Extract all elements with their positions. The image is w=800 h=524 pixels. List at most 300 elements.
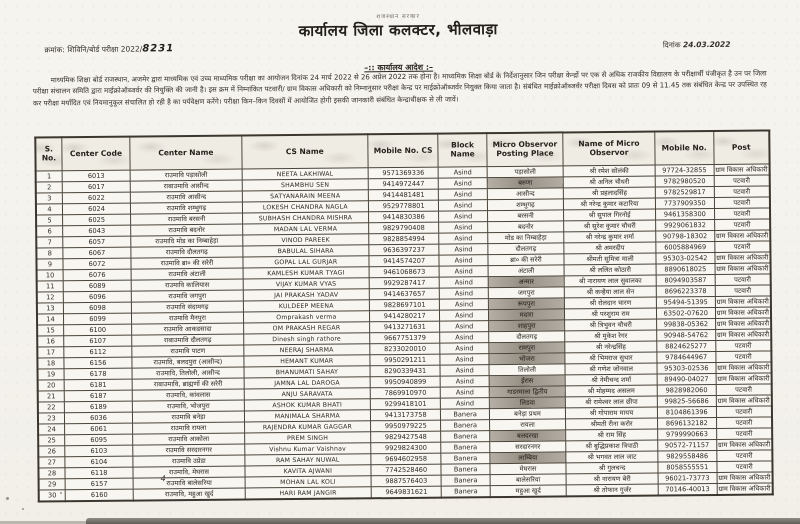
table-body	[36, 164, 773, 502]
block-cell: Asind	[440, 288, 489, 299]
center-cell: राउमावि, मेघरास	[133, 466, 245, 478]
center-cell: राउमावि ब्रा० की सरेरी	[131, 257, 243, 269]
block-cell: Asind	[441, 398, 490, 409]
place-cell: रूपपुरा	[488, 298, 564, 310]
mobile_cs-cell: 9649831621	[371, 486, 442, 498]
sno-cell: 15	[37, 325, 64, 336]
place-cell: पड़ासोली	[487, 166, 563, 178]
sno-cell: 17	[37, 347, 64, 358]
sno-cell: 26	[38, 446, 65, 457]
code-cell: 6181	[64, 379, 132, 391]
sno-cell: 27	[38, 457, 65, 468]
sno-cell: 7	[36, 237, 63, 248]
letterhead-small-text: राजस्थान सरकार	[376, 13, 420, 21]
observer-cell: श्रीमती सुमित्रा माली	[564, 253, 656, 265]
date-label: दिनांक	[662, 40, 681, 50]
scanner-bed-edge	[86, 518, 800, 524]
center-cell: राउमावि बरसनी	[131, 213, 243, 225]
post-cell: ग्राम विकास अधिकारी	[717, 472, 773, 484]
block-cell: Asind	[439, 255, 488, 266]
sno-cell: 1	[36, 171, 63, 182]
code-cell: 6160	[65, 489, 133, 501]
mobile-cell: 8094903587	[656, 274, 715, 286]
column-header: Center Code	[62, 137, 131, 171]
mobile-cell: 8824625277	[657, 340, 716, 352]
center-cell: राबाउमावि, ब्राह्मणों की सरेरी	[132, 378, 244, 390]
center-cell: राउमावि बदनोर	[131, 224, 243, 236]
sno-cell: 9	[36, 259, 63, 270]
mobile-cell: 63502-07620	[656, 307, 715, 319]
mobile_cs-cell: 9299418101	[370, 398, 441, 410]
cs-cell: NEERAJ SHARMA	[244, 344, 370, 356]
post-cell: ग्राम विकास अधिकारी	[716, 439, 772, 451]
block-cell: Asind	[440, 299, 489, 310]
mobile-cell: 8058555551	[658, 461, 717, 473]
block-cell: Banera	[442, 486, 491, 498]
post-cell: ग्राम विकास अधिकारी	[715, 307, 771, 319]
mobile_cs-cell: 9414574207	[369, 255, 440, 267]
code-cell: 6076	[63, 269, 131, 281]
column-header: S. No.	[35, 137, 62, 171]
observer-cell: श्री ललित कोठारी	[564, 264, 656, 276]
block-cell: Banera	[441, 409, 490, 420]
block-cell: Asind	[439, 178, 488, 189]
mobile-cell: 9828982060	[657, 384, 716, 396]
code-cell: 6043	[63, 225, 131, 237]
center-cell: राउमावि, बलदपुरा (आसीन्द)	[132, 356, 244, 368]
observer-cell: श्री नरेन्द्रसिंह	[565, 341, 657, 353]
mobile-cell: 8890618025	[656, 263, 715, 275]
post-cell: पटवारी	[714, 219, 770, 231]
place-cell: दौलतगढ़	[488, 243, 564, 255]
mobile-cell: 9929061832	[656, 219, 715, 231]
place-cell: दौलतगढ़	[489, 331, 565, 343]
column-header: Micro Observor Posting Place	[487, 132, 564, 166]
mobile-cell: 8104861396	[657, 406, 716, 418]
observer-cell: श्री मुकेश रेगर	[565, 330, 657, 342]
post-cell: पटवारी	[714, 208, 770, 220]
place-cell: रामपुरा	[489, 342, 565, 354]
sno-cell: 29	[39, 479, 66, 490]
code-cell: 6057	[63, 236, 131, 248]
mobile-cell: 9829558486	[658, 450, 717, 462]
sno-cell: 24	[38, 424, 65, 435]
block-cell: Asind	[441, 387, 490, 398]
column-header: Name of Micro Observor	[563, 132, 655, 166]
observer-cell: श्री गणेश जोनवाल	[565, 363, 657, 375]
post-cell: पटवारी	[714, 175, 770, 187]
column-header: Post	[713, 130, 769, 164]
post-cell: ग्राम विकास अधिकारी	[714, 164, 770, 176]
mobile_cs-cell: 7742528460	[371, 464, 442, 476]
post-cell: ग्राम विकास अधिकारी	[716, 395, 772, 407]
mobile-cell: 9784644967	[657, 351, 716, 363]
cs-cell: Omprakash verma	[243, 311, 369, 323]
column-header: Block Name	[438, 133, 487, 167]
center-cell: राउमावि दौलतगढ़	[131, 246, 243, 258]
post-cell: पटवारी	[716, 428, 772, 440]
mobile-cell: 70146-40013	[658, 483, 717, 495]
observer-cell: श्री रामेश्वर लाल छीपा	[565, 396, 657, 408]
cs-cell: JAMNA LAL DAROGA	[244, 377, 370, 389]
block-cell: Banera	[441, 453, 490, 464]
center-cell: राउमावि संदामगढ़	[132, 301, 244, 313]
order-heading: –:: कार्यालय आदेश :–	[364, 62, 434, 73]
cs-cell: ANJU SARAVATA	[244, 388, 370, 400]
center-cell: राउमावि मैनपुरा	[132, 312, 244, 324]
block-cell: Asind	[439, 200, 488, 211]
code-cell: 6104	[65, 456, 133, 468]
place-cell: बरुणा	[487, 177, 563, 189]
mobile-cell: 9782980520	[655, 175, 714, 187]
code-cell: 6022	[62, 192, 130, 204]
observer-cell: श्री भगवत लाल जाट	[566, 451, 658, 463]
code-cell: 6112	[64, 346, 132, 358]
observer-cell: श्री नरेन्द्र कुमार कटारिया	[564, 198, 656, 210]
post-cell: ग्राम विकास अधिकारी	[715, 296, 771, 308]
place-cell: अन्मार	[488, 276, 564, 288]
sno-cell: 5	[36, 215, 63, 226]
code-cell: 6178	[64, 368, 132, 380]
mobile-cell: 6005884969	[656, 241, 715, 253]
code-cell: 6187	[64, 390, 132, 402]
place-cell: तिलोली	[489, 364, 565, 376]
date-value: 24.03.2022	[682, 39, 731, 50]
sno-cell: 28	[38, 468, 65, 479]
code-cell: 6024	[62, 203, 130, 215]
mobile_cs-cell: 9414830386	[368, 211, 439, 223]
observer-cell: श्री सुपाल गिरनोई	[564, 209, 656, 221]
cs-cell: HARI RAM JANGIR	[245, 487, 371, 500]
mobile_cs-cell: 9414481481	[368, 189, 439, 201]
observer-cell: श्री राम सिंह	[566, 429, 658, 441]
post-cell: पटवारी	[714, 241, 770, 253]
place-cell: जगपुरा	[488, 287, 564, 299]
block-cell: Asind	[440, 365, 489, 376]
post-cell: ग्राम विकास अधिकारी	[715, 263, 771, 275]
column-header: Mobile No. CS	[368, 134, 439, 168]
mobile_cs-cell: 9929824300	[371, 442, 442, 454]
code-cell: 6017	[62, 181, 130, 193]
post-cell: ग्राम विकास अधिकारी	[714, 230, 770, 242]
cs-cell: KAVITA AJWANI	[245, 465, 371, 477]
column-header: CS Name	[242, 134, 369, 169]
block-cell: Asind	[439, 189, 488, 200]
block-cell: Asind	[440, 310, 489, 321]
code-cell: 6096	[63, 291, 131, 303]
block-cell: Asind	[440, 354, 489, 365]
post-cell: पटवारी	[716, 450, 772, 462]
observer-cell: श्री अनिल चौधरी	[563, 176, 655, 188]
observer-cell: श्री प्रहलादसिंह	[563, 187, 655, 199]
place-cell: गाडरमाला द्वितीय	[489, 386, 565, 398]
place-cell: शाहपुरा	[488, 320, 564, 332]
cs-cell: MANIMALA SHARMA	[244, 410, 370, 422]
observer-cell: श्री मोहम्मद असलम	[565, 385, 657, 397]
post-cell: ग्राम विकास अधिकारी	[715, 329, 771, 341]
observer-cell: श्री भिमराज सुथार	[565, 352, 657, 364]
place-cell: बलदरखा	[489, 430, 565, 442]
post-cell: ग्राम विकास अधिकारी	[715, 318, 771, 330]
cs-cell: RAJENDRA KUMAR GAGGAR	[244, 421, 370, 433]
center-cell: राउमावि उप्रेडा	[133, 455, 245, 467]
post-cell: पटवारी	[717, 461, 773, 473]
mobile-cell: 8696132182	[657, 417, 716, 429]
mobile_cs-cell: 9694602958	[371, 453, 442, 465]
post-cell: पटवारी	[716, 351, 772, 363]
mobile_cs-cell: 9461068673	[369, 266, 440, 278]
mobile-cell: 9461358300	[655, 208, 714, 220]
code-cell: 6099	[63, 313, 131, 325]
observer-cell: श्री सुरेश कुमार चौधरी	[564, 220, 656, 232]
place-cell: बालेसरिया	[490, 474, 566, 486]
mobile_cs-cell: 9887576403	[371, 475, 442, 487]
sno-cell: 23	[38, 413, 65, 424]
mobile_cs-cell: 9929287417	[369, 277, 440, 289]
post-cell: पटवारी	[715, 340, 771, 352]
observer-cell: श्री परशुराम राम	[565, 308, 657, 320]
block-cell: Asind	[441, 376, 490, 387]
scan-speck	[6, 497, 9, 500]
post-cell: पटवारी	[714, 197, 770, 209]
observer-cell: श्री रमेश सोलंकी	[563, 165, 655, 177]
sno-cell: 18	[37, 358, 64, 369]
mobile_cs-cell: 7869910970	[370, 387, 441, 399]
mobile-cell: 90572-71157	[658, 439, 717, 451]
place-cell: मेघरास	[490, 463, 566, 475]
code-cell: 6103	[65, 445, 133, 457]
cs-cell: GOPAL LAL GURJAR	[243, 256, 369, 268]
reference-prefix: क्रमांक: शिविनि/बोर्ड परीक्षा 2022/	[44, 44, 143, 55]
center-cell: राउमावि, कांवलास	[132, 389, 244, 401]
sno-cell: 4	[36, 204, 63, 215]
mobile_cs-cell: 9829790408	[369, 222, 440, 234]
code-cell: 6072	[63, 258, 131, 270]
mobile-cell: 8696223378	[656, 285, 715, 297]
center-cell: राउमावि रायला	[133, 422, 245, 434]
sno-cell: 8	[36, 248, 63, 259]
sno-cell: 10	[37, 270, 64, 281]
place-cell: बरसनी	[487, 210, 563, 222]
code-cell: 6089	[63, 280, 131, 292]
center-cell: राउमावि सरदारनगर	[133, 444, 245, 456]
cs-cell: LOKESH CHANDRA NAGLA	[242, 201, 368, 213]
center-cell: राउमावि शम्भुगढ़	[131, 202, 243, 214]
sno-cell: 14	[37, 314, 64, 325]
cs-cell: SATYANARAIN MEENA	[242, 190, 368, 202]
code-cell: 6189	[64, 401, 132, 413]
mobile_cs-cell: 9636397237	[369, 244, 440, 256]
mobile_cs-cell: 9950979225	[370, 420, 441, 432]
place-cell: ब्रा० की सरेरी	[488, 254, 564, 266]
document-date	[663, 40, 731, 51]
cs-cell: KULDEEP MEENA	[243, 300, 369, 312]
code-cell: 6156	[64, 357, 132, 369]
code-cell: 6118	[65, 467, 133, 479]
center-cell: राबाउमावि आसीन्द	[130, 180, 242, 192]
cs-cell: BABULAL SIHARA	[243, 245, 369, 257]
code-cell: 6067	[63, 247, 131, 259]
center-cell: राउमावि आसीन्द	[130, 191, 242, 203]
block-cell: Asind	[439, 167, 488, 178]
block-cell: Asind	[439, 211, 488, 222]
block-cell: Asind	[440, 277, 489, 288]
block-cell: Asind	[440, 321, 489, 332]
mobile-cell: 9799990663	[658, 428, 717, 440]
sno-cell: 3	[36, 193, 63, 204]
sno-cell: 12	[37, 292, 64, 303]
mobile-cell: 99825-56686	[657, 395, 716, 407]
block-cell: Asind	[439, 222, 488, 233]
mobile-cell: 95303-02542	[656, 252, 715, 264]
code-cell: 6107	[64, 335, 132, 347]
scan-speck	[22, 508, 24, 510]
block-cell: Banera	[441, 475, 490, 486]
code-cell: 6100	[64, 324, 132, 336]
mobile_cs-cell: 8233020010	[370, 343, 441, 355]
mobile_cs-cell: 9950291211	[370, 354, 441, 366]
center-cell: राउमावि, भोजपुरा	[132, 400, 244, 412]
code-cell: 6157	[65, 478, 133, 490]
block-cell: Asind	[439, 266, 488, 277]
observer-cell: श्री नरेन्द्र कुमार शर्मा	[564, 231, 656, 243]
mobile_cs-cell: 9828854994	[369, 233, 440, 245]
sno-cell: 25	[38, 435, 65, 446]
column-header: Center Name	[130, 136, 242, 171]
observer-cell: श्री नारायण बेरी	[566, 473, 658, 485]
mobile_cs-cell: 8290339431	[370, 365, 441, 377]
mobile-cell: 99838-05362	[656, 318, 715, 330]
code-cell: 6036	[64, 412, 132, 424]
mobile-cell: 95303-02536	[657, 362, 716, 374]
code-cell: 6098	[63, 302, 131, 314]
block-cell: Banera	[441, 464, 490, 475]
cs-cell: MADAN LAL VERMA	[242, 223, 368, 235]
cs-cell: Dinesh singh rathore	[243, 333, 369, 345]
sno-cell: 21	[38, 391, 65, 402]
observer-cell: श्री नारायण लाल सुवालका	[564, 275, 656, 287]
cs-cell: OM PRAKASH REGAR	[243, 322, 369, 334]
mobile_cs-cell: 9414972447	[368, 178, 439, 190]
place-cell: मदारा	[488, 309, 564, 321]
code-cell: 6095	[65, 434, 133, 446]
code-cell: 6013	[62, 170, 130, 182]
center-cell: राउमावि आकोला	[133, 433, 245, 445]
place-cell: रायला	[489, 419, 565, 431]
mobile_cs-cell: 9413173758	[370, 409, 441, 421]
place-cell: लिडवा	[489, 397, 565, 409]
mobile-cell: 89490-04027	[657, 373, 716, 385]
observer-cell: श्री नेमीचन्द शर्मा	[565, 374, 657, 386]
post-cell: पटवारी	[716, 406, 772, 418]
micro-observer-table	[34, 129, 773, 502]
place-cell: आसीन्द	[487, 188, 563, 200]
center-cell: राउमावि जगपुरा	[131, 290, 243, 302]
sno-cell: 6	[36, 226, 63, 237]
cs-cell: SHAMBHU SEN	[242, 179, 368, 191]
post-cell: ग्राम विकास अधिकारी	[716, 362, 772, 374]
observer-cell: श्री गुलचन्द	[566, 462, 658, 474]
body-paragraph: माध्यमिक शिक्षा बोर्ड राजस्थान, अजमेर द्वारा माध्यमिक एवं उच्च माध्यमिक परीक्षा का आयोजन दिनांक 24 मार्च 2022 से 26 अप्रेल 2022 तक होना है। माध्यमिक शिक्षा बोर्ड के निर्देशानुसार जिन परीक्षा केन्द्रों पर एक से अधिक राजकीय विद्यालय के परीक्षार्थी पंजीकृत है उन पर जिला परीक्षा संचालन समिति द्वारा माईक्रोऑब्जर्वर की नियुक्ति की जानी है। इस क्रम में निम्नांकित पटवारी/ ग्राम विकास अधिकारी को निम्नानुसार परीक्षा केन्द्र पर माईक्रोऑब्जर्वर नियुक्त किया जाता है। संबंधित माईक्रोऑब्जर्वर परीक्षा दिवस को प्रातः 09 से 11.45 तक संबंधित केन्द्र पर उपस्थित रह कर परीक्षा मर्यादित एवं नियमानुकूल संचालित हो रही है का पर्यवेक्षण करेंगे। परीक्षा किन–किन दिवसों में आयोजित होगी इसकी जानकारी संबंधित केन्द्राधीक्षक से ली जावें।	[32, 69, 767, 108]
place-cell: भोजरा	[489, 353, 565, 365]
cs-cell: HEMANT KUMAR	[244, 355, 370, 367]
block-cell: Banera	[441, 431, 490, 442]
post-cell: पटवारी	[715, 274, 771, 286]
cs-cell: KAMLESH KUMAR TYAGI	[243, 267, 369, 279]
place-cell: बनेड़ा प्रथम	[489, 408, 565, 420]
sno-cell: 2	[36, 182, 63, 193]
mobile-cell: 90948-54762	[657, 329, 716, 341]
sno-cell: 11	[37, 281, 64, 292]
post-cell: पटवारी	[716, 417, 772, 429]
sno-cell: 20	[38, 380, 65, 391]
center-cell: राउमावि मोड का निम्बाहेड़ा	[131, 235, 243, 247]
post-cell: पटवारी	[716, 384, 772, 396]
mobile-cell: 90798-18302	[656, 230, 715, 242]
page-number: 4	[160, 474, 166, 484]
center-cell: राउमावि पड़ासोली	[130, 169, 242, 181]
sno-cell: 16	[37, 336, 64, 347]
reference-number-handwritten: 8231	[142, 43, 175, 55]
mobile-cell: 95494-51395	[656, 296, 715, 308]
center-cell: राउमावि बालेसरिया	[133, 477, 245, 489]
center-cell: राउमावि अंटाली	[131, 268, 243, 280]
place-cell: महुआ खुर्द	[490, 485, 566, 497]
block-cell: Asind	[439, 244, 488, 255]
observer-cell: श्री तोफान गुर्जर	[566, 484, 658, 496]
place-cell: सरदारनगर	[490, 441, 566, 453]
center-cell: राउमावि कालियास	[131, 279, 243, 291]
observer-cell: श्री त्रिभुवन चौधरी	[565, 319, 657, 331]
code-cell: 6061	[64, 423, 132, 435]
cs-cell: VIJAY KUMAR VYAS	[243, 278, 369, 290]
post-cell: पटवारी	[715, 285, 771, 297]
place-cell: लाम्बिया	[490, 452, 566, 464]
mobile_cs-cell: 9950940899	[370, 376, 441, 388]
post-cell: ग्राम विकास अधिकारी	[717, 483, 773, 495]
mobile_cs-cell: 9829427548	[371, 431, 442, 443]
place-cell: बदनोर	[487, 221, 563, 233]
center-cell: राउमावि, तिलोली, आसीन्द	[132, 367, 244, 379]
center-cell: राउमावि आकडसादा	[132, 323, 244, 335]
mobile_cs-cell: 9828697101	[369, 299, 440, 311]
mobile-cell: 9782529817	[655, 186, 714, 198]
cs-cell: NEETA LAKHIWAL	[242, 168, 368, 180]
mobile_cs-cell: 9571369336	[368, 167, 439, 179]
cs-cell: Vishnu Kumar Vaishnav	[244, 443, 370, 455]
observer-cell: श्रीमती रीना करोर	[566, 418, 658, 430]
post-cell: ग्राम विकास अधिकारी	[716, 373, 772, 385]
observer-cell: श्री गोपाराम मायच	[566, 407, 658, 419]
cs-cell: VINOD PAREEK	[242, 234, 368, 246]
center-cell: राबाउमावि दौलतगढ़	[132, 334, 244, 346]
post-cell: ग्राम विकास अधिकारी	[715, 252, 771, 264]
place-cell: शम्भुगढ़	[487, 199, 563, 211]
mobile_cs-cell: 9413271631	[370, 321, 441, 333]
mobile_cs-cell: 9414637657	[369, 288, 440, 300]
observer-cell: श्री रोलदान चारण	[565, 297, 657, 309]
post-cell: पटवारी	[714, 186, 770, 198]
mobile_cs-cell: 9667751379	[370, 332, 441, 344]
sno-cell: 22	[38, 402, 65, 413]
observer-cell: श्री कन्हैया लाल सेन	[564, 286, 656, 298]
place-cell: ईरास	[489, 375, 565, 387]
reference-number	[44, 43, 174, 55]
center-cell: राउमावि, महुआ खुर्द	[133, 488, 245, 501]
mobile_cs-cell: 9529778801	[368, 200, 439, 212]
sno-cell: 19	[38, 369, 65, 380]
cs-cell: BHANUMATI SAHAY	[244, 366, 370, 378]
